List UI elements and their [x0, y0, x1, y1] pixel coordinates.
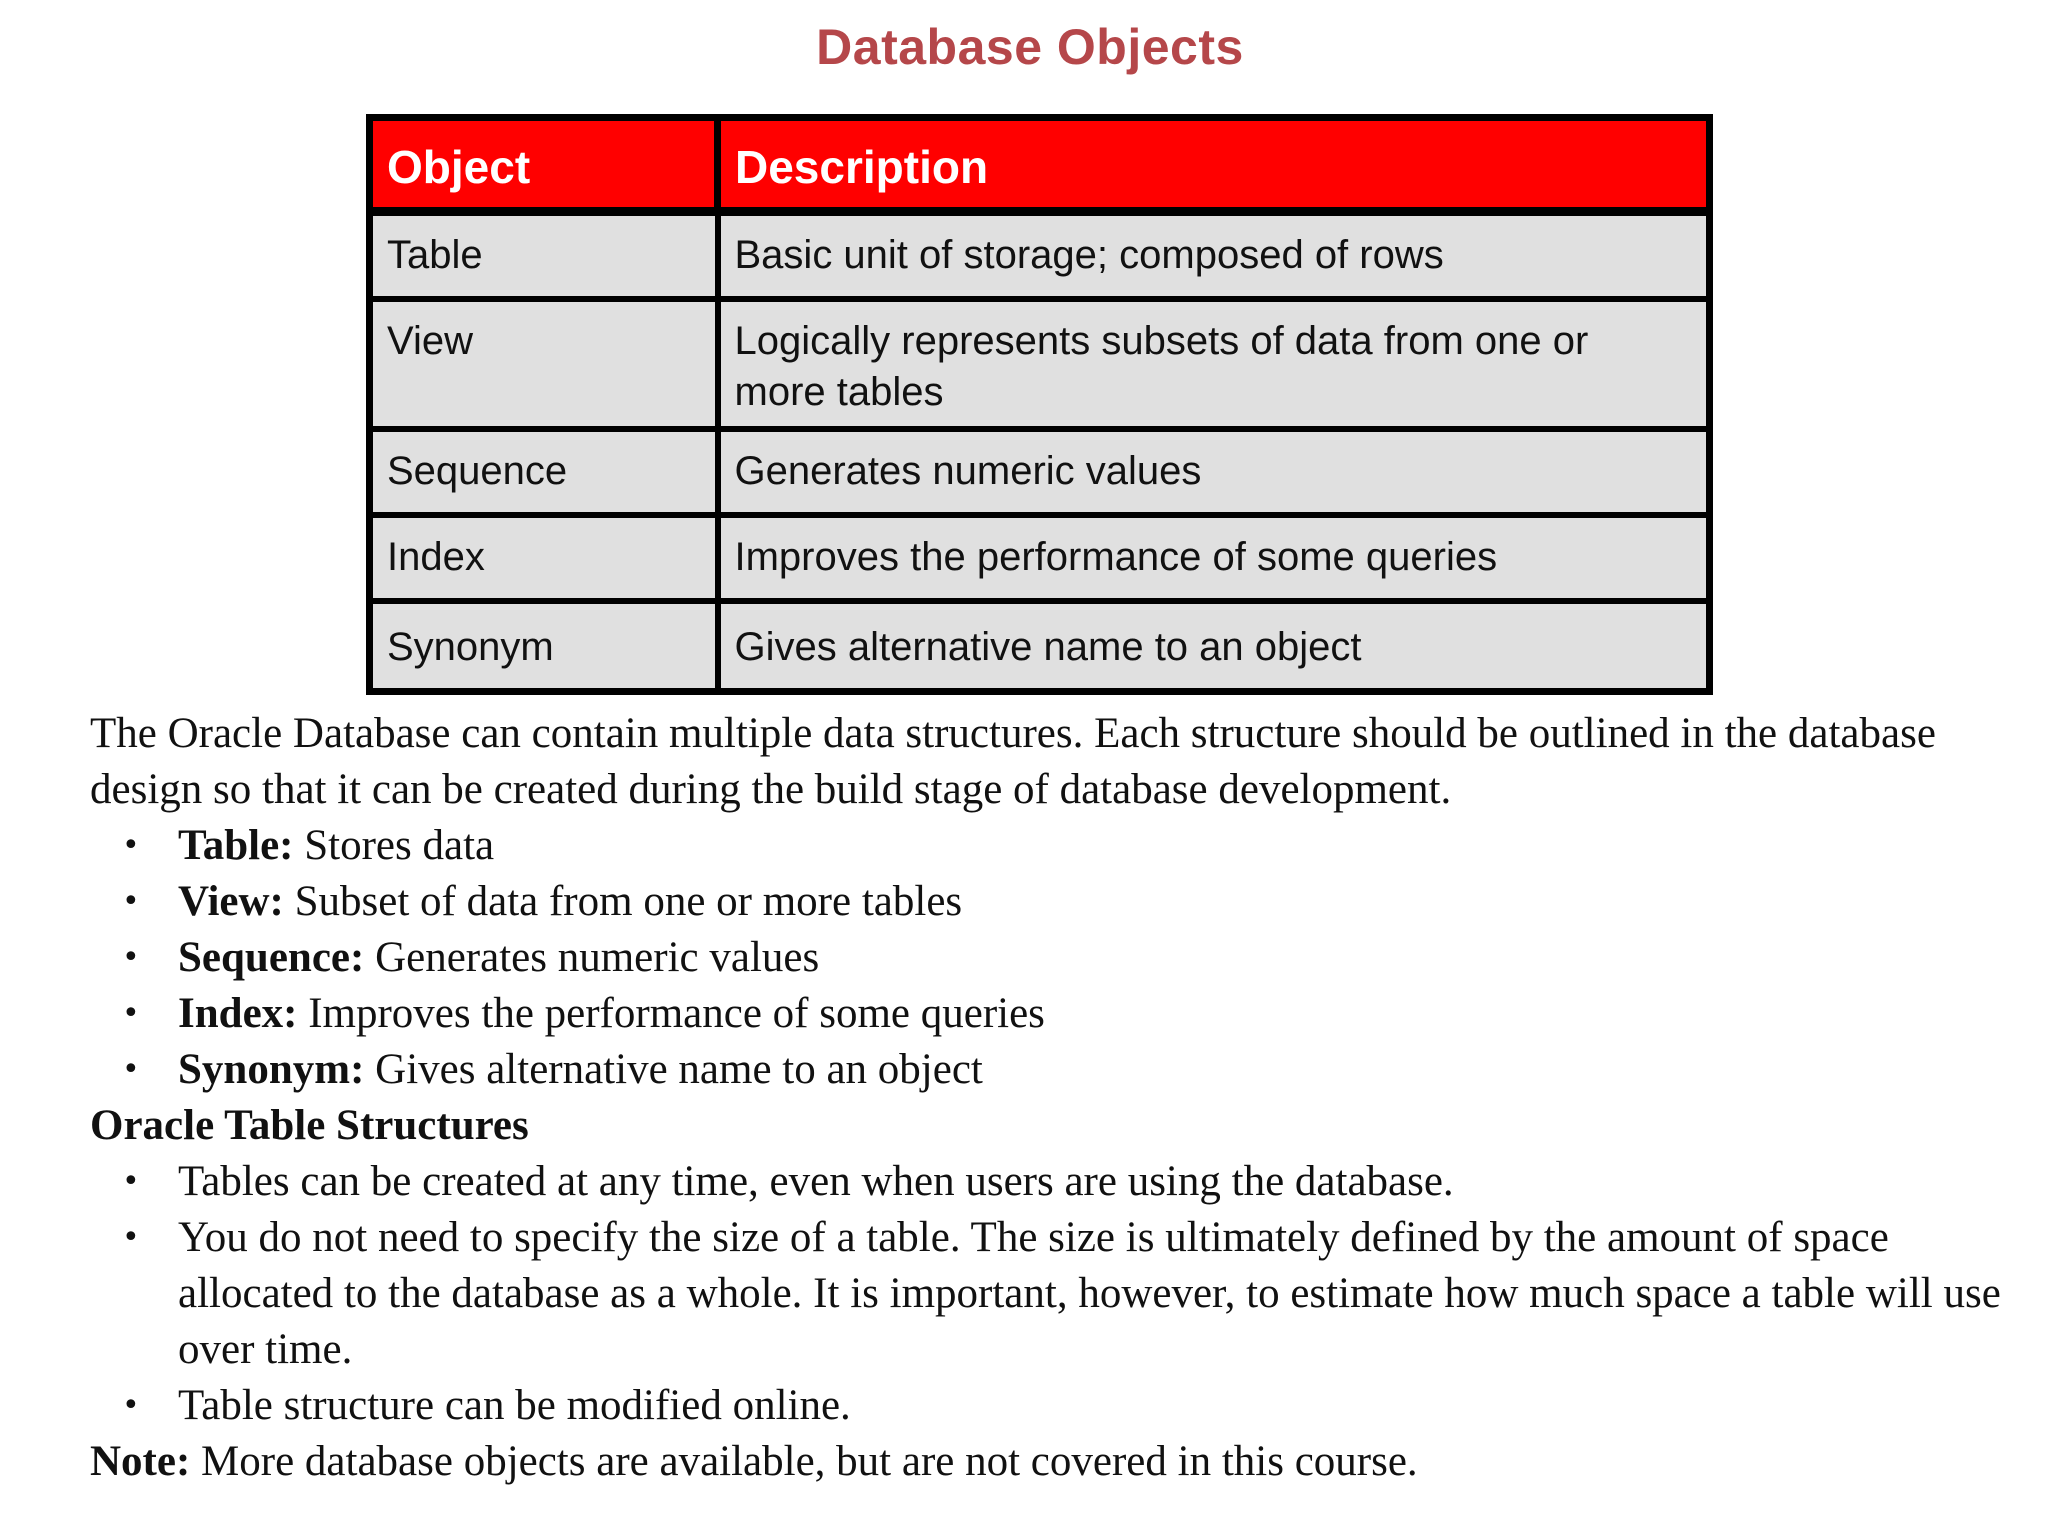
object-bullet-list [90, 818, 2010, 1098]
table-row [370, 601, 1710, 692]
cell-description: Logically represents subsets of data from one or more tables [718, 299, 1710, 429]
list-item [90, 1154, 2010, 1210]
bullet-icon: • [122, 1388, 140, 1423]
structure-bullet-list [90, 1154, 2010, 1434]
bullet-term: Sequence: [178, 934, 365, 981]
table-row [370, 429, 1710, 515]
page-title: Database Objects [816, 19, 1244, 75]
body-text [90, 706, 2010, 1490]
list-item [90, 874, 2010, 930]
bullet-term: Index: [178, 990, 298, 1037]
structures-heading: Oracle Table Structures [90, 1102, 529, 1149]
bullet-text: Tables can be created at any time, even when users are using the database. [178, 1158, 1454, 1205]
table-header-row [370, 118, 1710, 212]
note-paragraph [90, 1434, 2010, 1490]
cell-object: Synonym [370, 601, 718, 692]
bullet-text: Improves the performance of some queries [297, 990, 1045, 1037]
cell-description: Improves the performance of some queries [718, 515, 1710, 601]
header-description: Description [718, 118, 1710, 212]
bullet-icon: • [122, 828, 140, 863]
intro-paragraph: The Oracle Database can contain multiple data structures. Each structure should be outlined in the database design so that it can be created during the build stage of database development. [90, 710, 1936, 813]
list-item [90, 930, 2010, 986]
list-item [90, 1042, 2010, 1098]
bullet-term: View: [178, 878, 284, 925]
header-object: Object [370, 118, 718, 212]
cell-description: Gives alternative name to an object [718, 601, 1710, 692]
list-item [90, 1210, 2010, 1378]
bullet-icon: • [122, 1052, 140, 1087]
bullet-text: Generates numeric values [364, 934, 820, 981]
bullet-icon: • [122, 996, 140, 1031]
bullet-icon: • [122, 1164, 140, 1199]
objects-table-container [366, 114, 1706, 695]
cell-object: Table [370, 212, 718, 300]
bullet-term: Synonym: [178, 1046, 365, 1093]
table-row [370, 299, 1710, 429]
bullet-text: Table structure can be modified online. [178, 1382, 851, 1429]
bullet-text: Subset of data from one or more tables [283, 878, 963, 925]
list-item [90, 818, 2010, 874]
cell-object: Sequence [370, 429, 718, 515]
note-label: Note: [90, 1438, 191, 1485]
list-item [90, 1378, 2010, 1434]
table-row [370, 515, 1710, 601]
cell-description: Basic unit of storage; composed of rows [718, 212, 1710, 300]
database-objects-table [366, 114, 1713, 695]
bullet-text: Gives alternative name to an object [364, 1046, 983, 1093]
bullet-icon: • [122, 884, 140, 919]
table-row [370, 212, 1710, 300]
list-item [90, 986, 2010, 1042]
bullet-text: Stores data [293, 822, 495, 869]
note-text: More database objects are available, but are not covered in this course. [190, 1438, 1418, 1485]
bullet-text: You do not need to specify the size of a table. The size is ultimately defined by the amount of space allocated to the database as a whole. It is important, however, to estimate how much space a table will use over time. [178, 1214, 2001, 1373]
cell-description: Generates numeric values [718, 429, 1710, 515]
bullet-icon: • [122, 940, 140, 975]
cell-object: View [370, 299, 718, 429]
cell-object: Index [370, 515, 718, 601]
bullet-icon: • [122, 1220, 140, 1255]
bullet-term: Table: [178, 822, 294, 869]
